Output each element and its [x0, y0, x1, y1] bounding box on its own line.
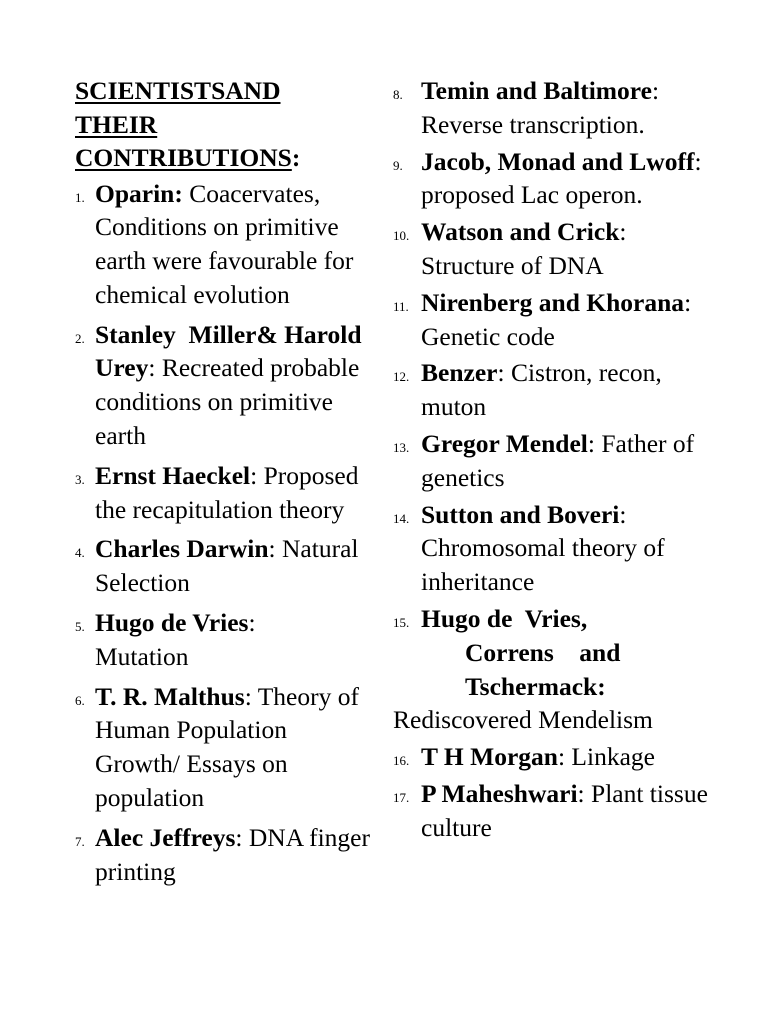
scientist-name: T H Morgan: [421, 742, 558, 772]
item-number: 11.: [393, 298, 409, 314]
list-item: [393, 286, 723, 354]
contribution-text: Genetic code: [421, 321, 555, 351]
list-item: [75, 459, 375, 527]
scientist-name-line-2: Correns and: [465, 637, 621, 667]
list-item: [393, 602, 723, 737]
scientist-name: Sutton and Boveri: [421, 499, 620, 529]
item-number: 14.: [393, 510, 410, 526]
scientist-name: Watson and Crick: [421, 217, 620, 247]
name-separator: :: [557, 742, 566, 772]
contribution-text: Mutation: [95, 641, 189, 671]
contribution-text: Cistron, recon, muton: [421, 358, 662, 422]
name-separator: :: [248, 608, 256, 638]
contribution-text: Plant tissue culture: [421, 778, 708, 842]
item-number: 9.: [393, 157, 403, 173]
scientist-name: Alec Jeffreys: [95, 822, 236, 852]
item-number: 16.: [393, 753, 410, 769]
scientist-name-line-3: Tschermack:: [465, 671, 606, 701]
list-item: [75, 821, 375, 889]
contributions-list-left: [75, 177, 375, 889]
contribution-text: Coacervates, Conditions on primitive earth were favourable for chemical evolution: [95, 178, 354, 309]
scientist-name: Hugo de Vries: [95, 608, 249, 638]
item-number: 6.: [75, 692, 85, 708]
list-item: [75, 680, 375, 815]
list-item: [393, 356, 723, 424]
right-column: [393, 74, 723, 845]
scientist-name: Nirenberg and Khorana: [421, 287, 685, 317]
list-item: [393, 145, 723, 213]
item-number: 10.: [393, 228, 410, 244]
item-number: 13.: [393, 439, 410, 455]
list-item: [393, 74, 723, 142]
item-number: 5.: [75, 619, 85, 635]
name-separator: :: [619, 499, 627, 529]
contribution-text: Natural Selection: [95, 534, 359, 598]
scientist-name: P Maheshwari: [421, 778, 578, 808]
name-separator: :: [250, 460, 258, 490]
list-item: [393, 427, 723, 495]
item-number: 3.: [75, 471, 85, 487]
name-separator: :: [235, 822, 243, 852]
name-separator: :: [148, 353, 156, 383]
scientist-name: Stanley Miller& Harold Urey: [95, 319, 375, 383]
item-number: 2.: [75, 330, 85, 346]
list-item: [393, 498, 723, 599]
scientist-name: Charles Darwin: [95, 534, 269, 564]
contribution-text: Theory of Human Population Growth/ Essays on population: [95, 681, 359, 813]
name-separator: :: [268, 534, 276, 564]
contribution-text: Father of genetics: [421, 428, 695, 492]
contribution-text: Linkage: [565, 742, 655, 772]
list-item: [75, 606, 375, 674]
scientist-name: Gregor Mendel: [421, 428, 588, 458]
name-separator: :: [651, 76, 660, 105]
contribution-text: Rediscovered Mendelism: [393, 705, 653, 735]
item-number: 17.: [393, 789, 410, 805]
contribution-text: DNA finger printing: [95, 822, 370, 886]
contribution-text: Structure of DNA: [421, 250, 604, 280]
title-line-3: CONTRIBUTIONS: [75, 143, 292, 172]
scientist-name: T. R. Malthus: [95, 681, 245, 711]
list-item: [393, 740, 723, 774]
list-item: [75, 318, 375, 453]
name-separator: :: [577, 778, 585, 808]
title-line-2: THEIR: [75, 109, 158, 139]
list-item: [75, 177, 375, 312]
list-item: [393, 777, 723, 845]
name-separator: :: [684, 287, 692, 317]
left-column: [75, 74, 375, 888]
list-item: [393, 215, 723, 283]
contribution-text: proposed Lac operon.: [421, 180, 643, 210]
item-number: 12.: [393, 369, 410, 385]
title-line-1: SCIENTISTSAND: [75, 76, 281, 105]
name-separator: :: [694, 146, 702, 176]
list-item: [75, 532, 375, 600]
contribution-text: Reverse transcription.: [421, 109, 645, 139]
scientist-name: Oparin:: [95, 178, 183, 208]
scientist-name: Ernst Haeckel: [95, 460, 251, 490]
scientist-name: Temin and Baltimore: [421, 76, 652, 105]
name-separator: :: [619, 217, 627, 247]
title-colon: :: [291, 143, 301, 172]
name-separator: :: [497, 358, 505, 388]
item-number: 7.: [75, 833, 85, 849]
item-number: 15.: [393, 614, 410, 630]
contribution-text: Recreated probable conditions on primitive earth: [95, 353, 360, 451]
scientist-name: Hugo de Vries,: [421, 603, 588, 633]
name-separator: :: [244, 681, 252, 711]
name-separator: :: [587, 428, 595, 458]
contributions-list-right: [393, 74, 723, 845]
scientist-name: Jacob, Monad and Lwoff: [421, 146, 695, 176]
page-title: [75, 74, 375, 175]
contribution-text: Chromosomal theory of inheritance: [421, 533, 665, 597]
scientist-name: Benzer: [421, 358, 498, 388]
item-number: 8.: [393, 87, 403, 102]
contribution-text: Proposed the recapitulation theory: [95, 460, 359, 524]
item-number: 1.: [75, 189, 85, 205]
item-number: 4.: [75, 545, 85, 561]
